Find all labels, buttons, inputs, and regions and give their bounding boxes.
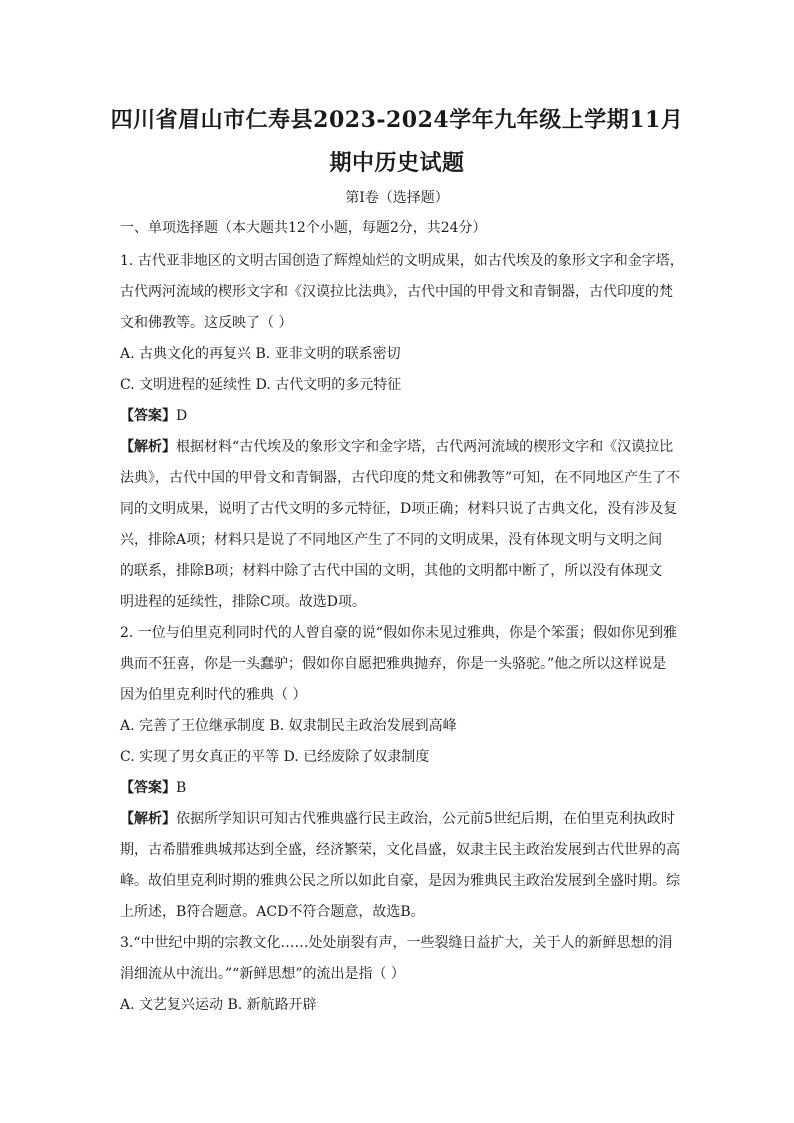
answer-tag: 【答案】 — [120, 408, 176, 424]
q1-stem-line: 文和佛教等。这反映了（ ） — [120, 315, 293, 331]
title-line-2: 期中历史试题 — [329, 150, 465, 176]
q1-stem-line: 1. 古代亚非地区的文明古国创造了辉煌灿烂的文明成果，如古代埃及的象形文字和金字塔， — [120, 253, 684, 269]
q1-analysis-line: 明进程的延续性，排除C项。故选D项。 — [120, 594, 366, 610]
q1-analysis-line: 同的文明成果，说明了古代文明的多元特征，D项正确；材料只说了古典文化，没有涉及复 — [120, 501, 678, 517]
q1-analysis-line: 法典》，古代中国的甲骨文和青铜器，古代印度的梵文和佛教等”可知，在不同地区产生了不 — [120, 470, 681, 486]
q1-option-line: A. 古典文化的再复兴 B. 亚非文明的联系密切 — [120, 346, 401, 362]
q1-analysis-line — [120, 437, 680, 457]
q1-analysis-line: 兴，排除A项；材料只是说了不同地区产生了不同的文明成果，没有体现文明与文明之间 — [120, 532, 663, 548]
q1-analysis-line: 的联系，排除B项；材料中除了古代中国的文明，其他的文明都中断了，所以没有体现文 — [120, 563, 663, 579]
q2-analysis-line: 峰。故伯里克利时期的雅典公民之所以如此自豪，是因为雅典民主政治发展到全盛时期。综 — [120, 873, 680, 889]
answer-value: B — [176, 780, 187, 796]
section-heading: 一、单项选择题（本大题共12个小题，每题2分，共24分） — [120, 220, 487, 236]
q1-stem-line: 古代两河流域的楔形文字和《汉谟拉比法典》，古代中国的甲骨文和青铜器，古代印度的梵 — [120, 284, 673, 300]
analysis-tag: 【解析】 — [120, 439, 176, 455]
volume-heading: 第I卷（选择题） — [345, 190, 449, 206]
q2-analysis-line: 期，古希腊雅典城邦达到全盛，经济繁荣，文化昌盛，奴隶主民主政治发展到古代世界的高 — [120, 842, 680, 858]
q3-stem-line: 涓细流从中流出。”“新鲜思想”的流出是指（ ） — [120, 966, 405, 982]
q2-stem-line: 因为伯里克利时代的雅典（ ） — [120, 687, 307, 703]
answer-value: D — [176, 408, 188, 424]
q3-option-line: A. 文艺复兴运动 B. 新航路开辟 — [120, 997, 317, 1013]
q2-option-line: A. 完善了王位继承制度 B. 奴隶制民主政治发展到高峰 — [120, 718, 457, 734]
q2-answer — [120, 778, 680, 798]
q1-option-line: C. 文明进程的延续性 D. 古代文明的多元特征 — [120, 377, 402, 393]
q2-analysis-line — [120, 809, 680, 829]
q2-option-line: C. 实现了男女真正的平等 D. 已经废除了奴隶制度 — [120, 749, 430, 765]
analysis-text: 依据所学知识可知古代雅典盛行民主政治，公元前5世纪后期，在伯里克利执政时 — [176, 811, 675, 827]
q1-answer — [120, 406, 680, 426]
q2-stem-line: 2. 一位与伯里克利同时代的人曾自豪的说“假如你未见过雅典，你是个笨蛋；假如你见到雅 — [120, 625, 677, 641]
q2-stem-line: 典而不狂喜，你是一头蠢驴；假如你自愿把雅典抛弃，你是一头骆驼。”他之所以这样说是 — [120, 656, 667, 672]
q3-stem-line: 3.“中世纪中期的宗教文化……处处崩裂有声，一些裂缝日益扩大，关于人的新鲜思想的涓 — [120, 935, 673, 951]
analysis-text: 根据材料“古代埃及的象形文字和金字塔，古代两河流域的楔形文字和《汉谟拉比 — [176, 439, 674, 455]
q2-analysis-line: 上所述，B符合题意。ACD不符合题意，故选B。 — [120, 904, 425, 920]
answer-tag: 【答案】 — [120, 780, 176, 796]
title-line-1: 四川省眉山市仁寿县2023-2024学年九年级上学期11月 — [110, 107, 684, 133]
analysis-tag: 【解析】 — [120, 811, 176, 827]
